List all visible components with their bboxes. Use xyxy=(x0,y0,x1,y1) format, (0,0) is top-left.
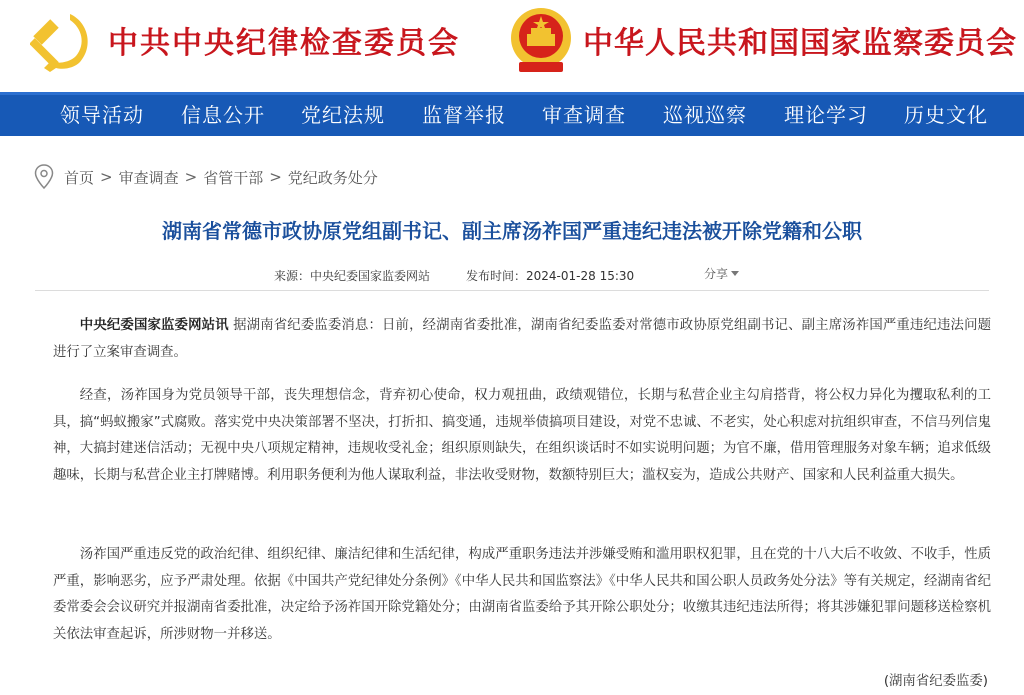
nav-item-supervision[interactable]: 监督举报 xyxy=(422,103,506,127)
breadcrumb-investigation[interactable]: 审查调查 xyxy=(118,168,179,187)
share-button[interactable] xyxy=(704,265,739,282)
party-commission-title: 中共中央纪律检查委员会 xyxy=(108,26,460,61)
state-commission-title: 中华人民共和国国家监察委员会 xyxy=(583,26,1017,61)
article-paragraph-2: 经查，汤祚国身为党员领导干部，丧失理想信念，背弃初心使命，权力观扭曲，政绩观错位，长期与私营企业主勾肩搭背，将公权力异化为攫取私利的工具，搞“蚂蚁搬家”式腐败。落实党中央决策部署不坚决，打折扣、搞变通，违规举债搞项目建设，对党不忠诚、不老实，处心积虑对抗组织审查，不信马列信鬼神，大搞封建迷信活动；无视中央八项规定精神，违规收受礼金；组织原则缺失，在组织谈话时不如实说明问题；为官不廉，借用管理服务对象车辆；追求低级趣味，长期与私营企业主打牌赌博。利用职务便利为他人谋取利益，非法收受财物，数额特别巨大；滥权妄为，造成公共财产、国家和人民利益重大损失。 xyxy=(53,388,991,483)
article-paragraph-1 xyxy=(53,313,991,366)
nav-item-inspection[interactable]: 巡视巡察 xyxy=(663,103,747,127)
nav-item-regulations[interactable]: 党纪法规 xyxy=(301,103,385,127)
breadcrumb-disciplinary-actions[interactable]: 党纪政务处分 xyxy=(287,168,378,187)
breadcrumb-provincial-officials[interactable]: 省管干部 xyxy=(203,168,264,187)
nav-item-theory[interactable]: 理论学习 xyxy=(784,103,868,127)
article-lead: 中央纪委国家监委网站讯 xyxy=(79,318,229,333)
main-nav xyxy=(0,92,1024,136)
divider xyxy=(35,290,989,291)
breadcrumb-separator: > xyxy=(100,168,113,186)
time-label: 发布时间： xyxy=(466,269,527,283)
article-source-note: (湖南省纪委监委) xyxy=(883,674,988,689)
location-pin-icon xyxy=(34,164,54,190)
chevron-down-icon xyxy=(731,271,739,276)
party-emblem-icon xyxy=(30,8,96,74)
breadcrumb-separator: > xyxy=(269,168,282,186)
national-emblem-icon xyxy=(505,4,577,76)
share-label: 分享 xyxy=(704,267,729,281)
nav-item-history[interactable]: 历史文化 xyxy=(904,103,988,127)
paragraph-1-text: 据湖南省纪委监委消息：日前，经湖南省委批准，湖南省纪委监委对常德市政协原党组副书记、副主席汤祚国严重违纪违法问题进行了立案审查调查。 xyxy=(53,318,991,360)
article-source xyxy=(274,267,430,284)
time-value: 2024-01-28 15:30 xyxy=(526,269,635,283)
source-label: 来源： xyxy=(274,269,311,283)
site-header xyxy=(0,0,1024,92)
breadcrumb-separator: > xyxy=(184,168,198,186)
nav-item-leadership[interactable]: 领导活动 xyxy=(60,103,144,127)
article-time xyxy=(466,267,634,284)
article-paragraph-3: 汤祚国严重违反党的政治纪律、组织纪律、廉洁纪律和生活纪律，构成严重职务违法并涉嫌受贿和滥用职权犯罪，且在党的十八大后不收敛、不收手，性质严重，影响恶劣，应予严肃处理。依据《中国共产党纪律处分条例》《中华人民共和国监察法》《中华人民共和国公职人员政务处分法》等有关规定，经湖南省纪委常委会会议研究并报湖南省委批准，决定给予汤祚国开除党籍处分；由湖南省监委给予其开除公职处分；收缴其违纪违法所得；将其涉嫌犯罪问题移送检察机关依法审查起诉，所涉财物一并移送。 xyxy=(53,547,991,642)
nav-item-info[interactable]: 信息公开 xyxy=(181,103,265,127)
nav-item-investigation[interactable]: 审查调查 xyxy=(542,103,626,127)
source-value: 中央纪委国家监委网站 xyxy=(310,269,431,283)
article-title: 湖南省常德市政协原党组副书记、副主席汤祚国严重违纪违法被开除党籍和公职 xyxy=(162,219,862,243)
breadcrumb xyxy=(34,164,378,190)
breadcrumb-home[interactable]: 首页 xyxy=(64,168,95,187)
